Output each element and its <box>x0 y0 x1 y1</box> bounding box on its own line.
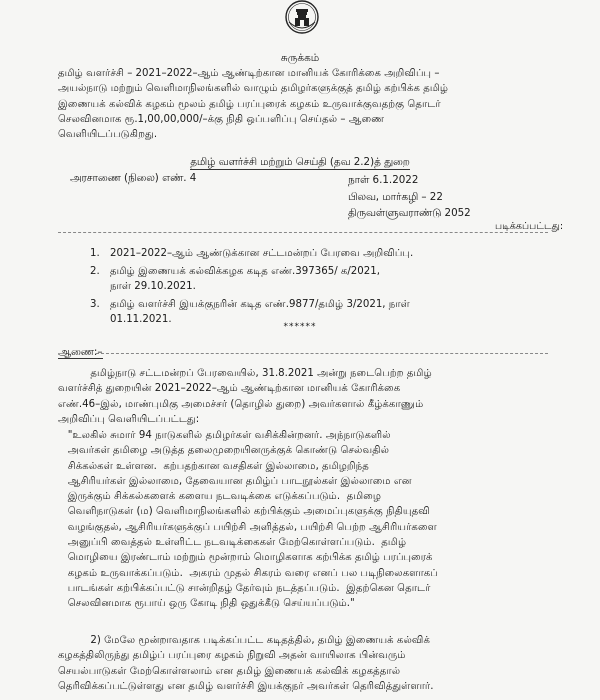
summary-line: செலவினமாக ரூ.1,00,00,000/–க்கு நிதி ஒப்பளிப்பு செய்தல் – ஆணை <box>58 113 385 125</box>
reference-item <box>90 246 530 262</box>
paragraph-line: 2) மேலே மூன்றாவதாக படிக்கப்பட்ட கடிதத்தில், தமிழ் இணையக் கல்விக் <box>58 635 431 646</box>
divider <box>96 353 548 354</box>
summary-line: இணையக் கல்விக் கழகம் மூலம் தமிழ் பரப்புரைக் கழகம் உருவாக்குவதற்கு தொடர் <box>58 98 441 110</box>
quote-line: பாடங்கள் கற்பிக்கப்பட்டு சான்றிதழ் தேர்வும் நடத்தப்படும். இதற்கென தொடர் <box>58 582 431 594</box>
order-date-thiruvalluvar: திருவள்ளுவராண்டு 2052 <box>348 207 471 219</box>
separator-stars: ****** <box>283 322 317 332</box>
quote-line: சிக்கல்கள் உள்ளன. கற்பதற்கான வசதிகள் இல்லாமை, தமிழறிந்த <box>58 460 369 472</box>
paragraph-line: தெரிவிக்கப்பட்டுள்ளது என தமிழ் வளர்ச்சி இயக்குநர் அவர்கள் தெரிவித்துள்ளார். <box>58 680 434 692</box>
quote-line: ஆசிரியர்கள் இல்லாமை, தேவையான தமிழ்ப் பாடநூல்கள் இல்லாமை என <box>58 475 412 487</box>
quote-line: "உலகில் சுமார் 94 நாடுகளில் தமிழர்கள் வசிக்கின்றனர். அந்நாடுகளில் <box>58 430 391 441</box>
order-label-text: ஆணை:– <box>58 346 103 358</box>
order-date-tamil: பிலவ, மார்கழி – 22 <box>348 190 443 203</box>
quote-line: அவர்கள் தமிழை அடுத்த தலைமுறையினருக்குக் கொண்டு செல்வதில் <box>58 445 390 457</box>
summary-line: வெளியிடப்படுகிறது. <box>58 129 158 141</box>
department-name: தமிழ் வளர்ச்சி மற்றும் செய்தி (தவ 2.2)த் துறை <box>190 156 410 168</box>
paragraph-line: அறிவிப்பு வெளியிடப்பட்டது: <box>58 413 200 425</box>
summary-text <box>58 66 542 142</box>
read-label: படிக்கப்பட்டது: <box>495 221 564 232</box>
paragraph-1 <box>58 366 542 427</box>
quote-line: இருக்கும் சிக்கல்களைக் களைய நடவடிக்கை எடுக்கப்படும். தமிழை <box>58 491 382 503</box>
department-title <box>0 156 600 169</box>
reference-text: 2021–2022–ஆம் ஆண்டுக்கான சட்டமன்றப் பேரவை அறிவிப்பு. <box>110 248 414 259</box>
paragraph-2 <box>58 633 542 694</box>
paragraph-line: செயல்பாடுகள் மேற்கொள்ளலாம் என தமிழ் இணையக் கல்விக் கழகத்தால் <box>58 665 401 677</box>
summary-line: தமிழ் வளர்ச்சி – 2021–2022–ஆம் ஆண்டிற்கான மானியக் கோரிக்கை அறிவிப்பு – <box>58 68 440 79</box>
order-dates <box>348 172 471 222</box>
paragraph-line: தமிழ்நாடு சட்டமன்றப் பேரவையில், 31.8.2021 அன்று நடைபெற்ற தமிழ் <box>58 368 432 379</box>
paragraph-line: எண்.46–இல், மாண்புமிகு அமைச்சர் (தொழில் துறை) அவர்களால் கீழ்க்காணும் <box>58 398 424 410</box>
tamil-nadu-state-emblem-icon <box>283 0 321 38</box>
reference-text: தமிழ் இணையக் கல்விக்கழக கடித எண்.397365/ க/2021, <box>110 265 380 277</box>
reference-number: 3. <box>90 298 100 310</box>
quote-line: அனுப்பி வைத்தல் உள்ளிட்ட நடவடிக்கைகள் மேற்கொள்ளப்படும். தமிழ் <box>58 537 407 549</box>
quote-line: மொழியை இரண்டாம் மற்றும் மூன்றாம் மொழிகளாக கற்பிக்க தமிழ் பரப்புரைக் <box>58 552 433 564</box>
references-list <box>90 246 530 330</box>
order-number: அரசாணை (நிலை) எண். 4 <box>70 172 197 184</box>
reference-text: 01.11.2021. <box>110 314 172 325</box>
quote-line: வழங்குதல், ஆசிரியர்களுக்குப் பயிற்சி அளித்தல், பயிற்சி பெற்ற ஆசிரியர்களை <box>58 521 437 533</box>
paragraph-line: வளர்ச்சித் துறையின் 2021–2022–ஆம் ஆண்டிற்கான மானியக் கோரிக்கை <box>58 383 401 395</box>
quote-line: வெளிநாடுகள் (ம) வெளிமாநிலங்களில் கற்பிக்கும் அமைப்புகளுக்கு நிதியுதவி <box>58 506 430 518</box>
reference-number: 2. <box>90 265 100 277</box>
reference-text: தமிழ் வளர்ச்சி இயக்குநரின் கடித எண்.9877/தமிழ் 3/2021, நாள் <box>110 298 410 310</box>
quote-line: கழகம் உருவாக்கப்படும். அகரம் முதல் சிகரம் வரை எனப் பல படிநிலைகளாகப் <box>58 567 438 579</box>
quote-line: செலவினமாக ரூபாய் ஒரு கோடி நிதி ஒதுக்கீடு செய்யப்படும்." <box>58 598 355 610</box>
reference-item <box>90 264 530 295</box>
order-date-gregorian: நாள் 6.1.2022 <box>348 174 419 186</box>
announcement-quote <box>58 428 542 612</box>
divider <box>58 232 548 233</box>
reference-text: நாள் 29.10.2021. <box>110 281 196 292</box>
reference-number: 1. <box>90 248 100 259</box>
paragraph-line: கழகத்திலிருந்து தமிழ்ப் பரப்புரை கழகம் நிறுவி அதன் வாயிலாக பின்வரும் <box>58 650 406 662</box>
summary-heading: சுருக்கம் <box>280 52 320 64</box>
summary-line: அயல்நாடு மற்றும் வெளிமாநிலங்களில் வாழும் தமிழர்களுக்குத் தமிழ் கற்பிக்க தமிழ் <box>58 83 449 95</box>
